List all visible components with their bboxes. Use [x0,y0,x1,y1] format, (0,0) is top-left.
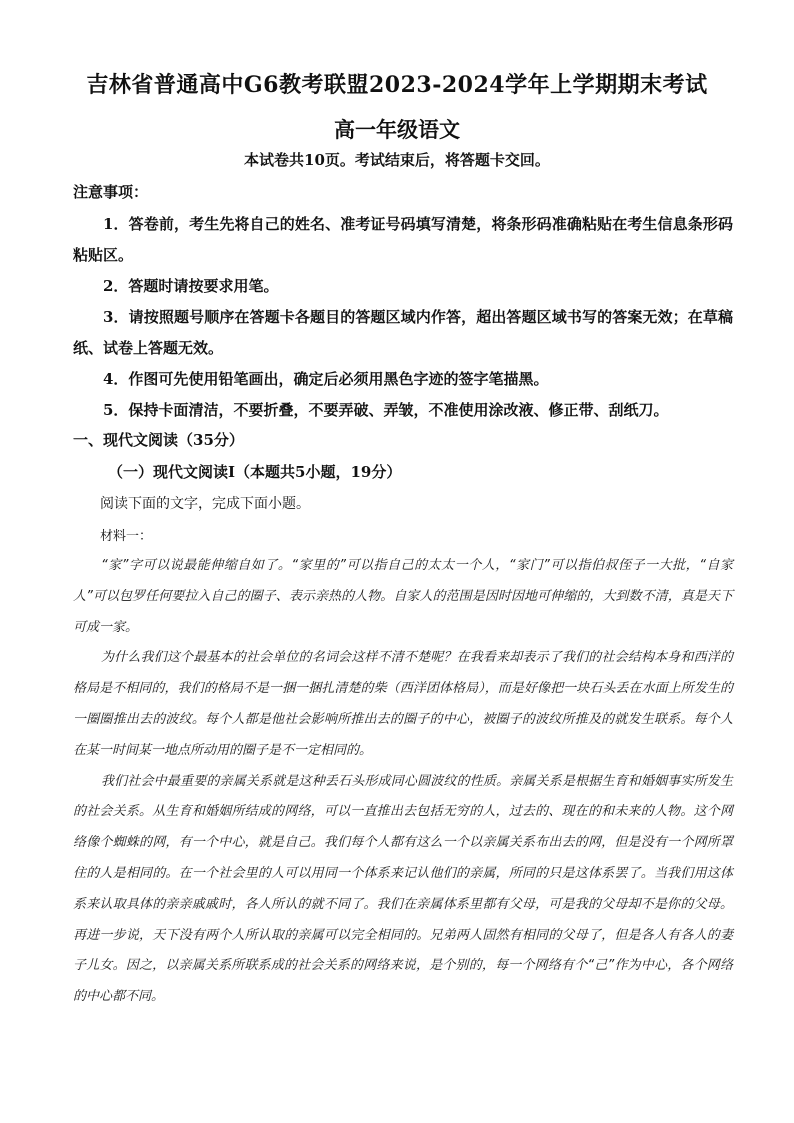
section-heading: 一、现代文阅读（35分） [73,431,244,449]
exam-subtitle: 高一年级语文 [334,117,460,142]
notice-list [73,209,733,426]
notice-item: 5．保持卡面清洁，不要折叠，不要弄破、弄皱，不准使用涂改液、修正带、刮纸刀。 [103,401,669,419]
notice-item: 2．答题时请按要求用笔。 [103,277,279,295]
passage-paragraph: 我们社会中最重要的亲属关系就是这种丢石头形成同心圆波纹的性质。亲属关系是根据生育和婚姻事实所发生的社会关系。从生育和婚姻所结成的网络，可以一直推出去包括无穷的人，过去的、现在的和未来的人物。这个网络像个蜘蛛的网，有一个中心，就是自己。我们每个人都有这么一个以亲属关系布出去的网，但是没有一个网所罩住的人是相同的。在一个社会里的人可以用同一个体系来记认他们的亲属，所同的只是这体系罢了。当我们用这体系来认取具体的亲亲戚戚时，各人所认的就不同了。我们在亲属体系里都有父母，可是我的父母却不是你的父母。再进一步说，天下没有两个人所认取的亲属可以完全相同的。兄弟两人固然有相同的父母了，但是各人有各人的妻子儿女。因之，以亲属关系所联系成的社会关系的网络来说，是个别的，每一个网络有个“己”作为中心，各个网络的中心都不同。 [73,773,733,1005]
material-label: 材料一： [100,529,153,544]
passage-paragraph: 为什么我们这个最基本的社会单位的名词会这样不清不楚呢？在我看来却表示了我们的社会结构本身和西洋的格局是不相同的，我们的格局不是一捆一捆扎清楚的柴（西洋团体格局），而是好像把一块石头丢在水面上所发生的一圈圈推出去的波纹。每个人都是他社会影响所推出去的圈子的中心，被圈子的波纹所推及的就发生联系。每个人在某一时间某一地点所动用的圈子是不一定相同的。 [73,650,733,758]
exam-info: 本试卷共10页。考试结束后，将答题卡交回。 [244,151,550,169]
reading-instruction: 阅读下面的文字，完成下面小题。 [100,496,310,512]
passage-paragraph: “家”字可以说最能伸缩自如了。“家里的”可以指自己的太太一个人，“家门”可以指伯叔侄子一大批，“自家人”可以包罗任何要拉入自己的圈子、表示亲热的人物。自家人的范围是因时因地可伸缩的，大到数不清，真是天下可成一家。 [73,558,733,635]
notice-item: 4．作图可先使用铅笔画出，确定后必须用黑色字迹的签字笔描黑。 [103,370,549,388]
reading-passage [73,551,733,1013]
notice-item: 3．请按照题号顺序在答题卡各题目的答题区域内作答，超出答题区域书写的答案无效；在草稿纸、试卷上答题无效。 [73,308,733,357]
exam-title: 吉林省普通高中G6教考联盟2023-2024学年上学期期末考试 [86,72,708,98]
notice-item: 1．答卷前，考生先将自己的姓名、准考证号码填写清楚，将条形码准确粘贴在考生信息条形码粘贴区。 [73,215,733,264]
notice-heading: 注意事项： [73,183,149,201]
subsection-heading: （一）现代文阅读Ⅰ（本题共5小题，19分） [108,463,402,481]
